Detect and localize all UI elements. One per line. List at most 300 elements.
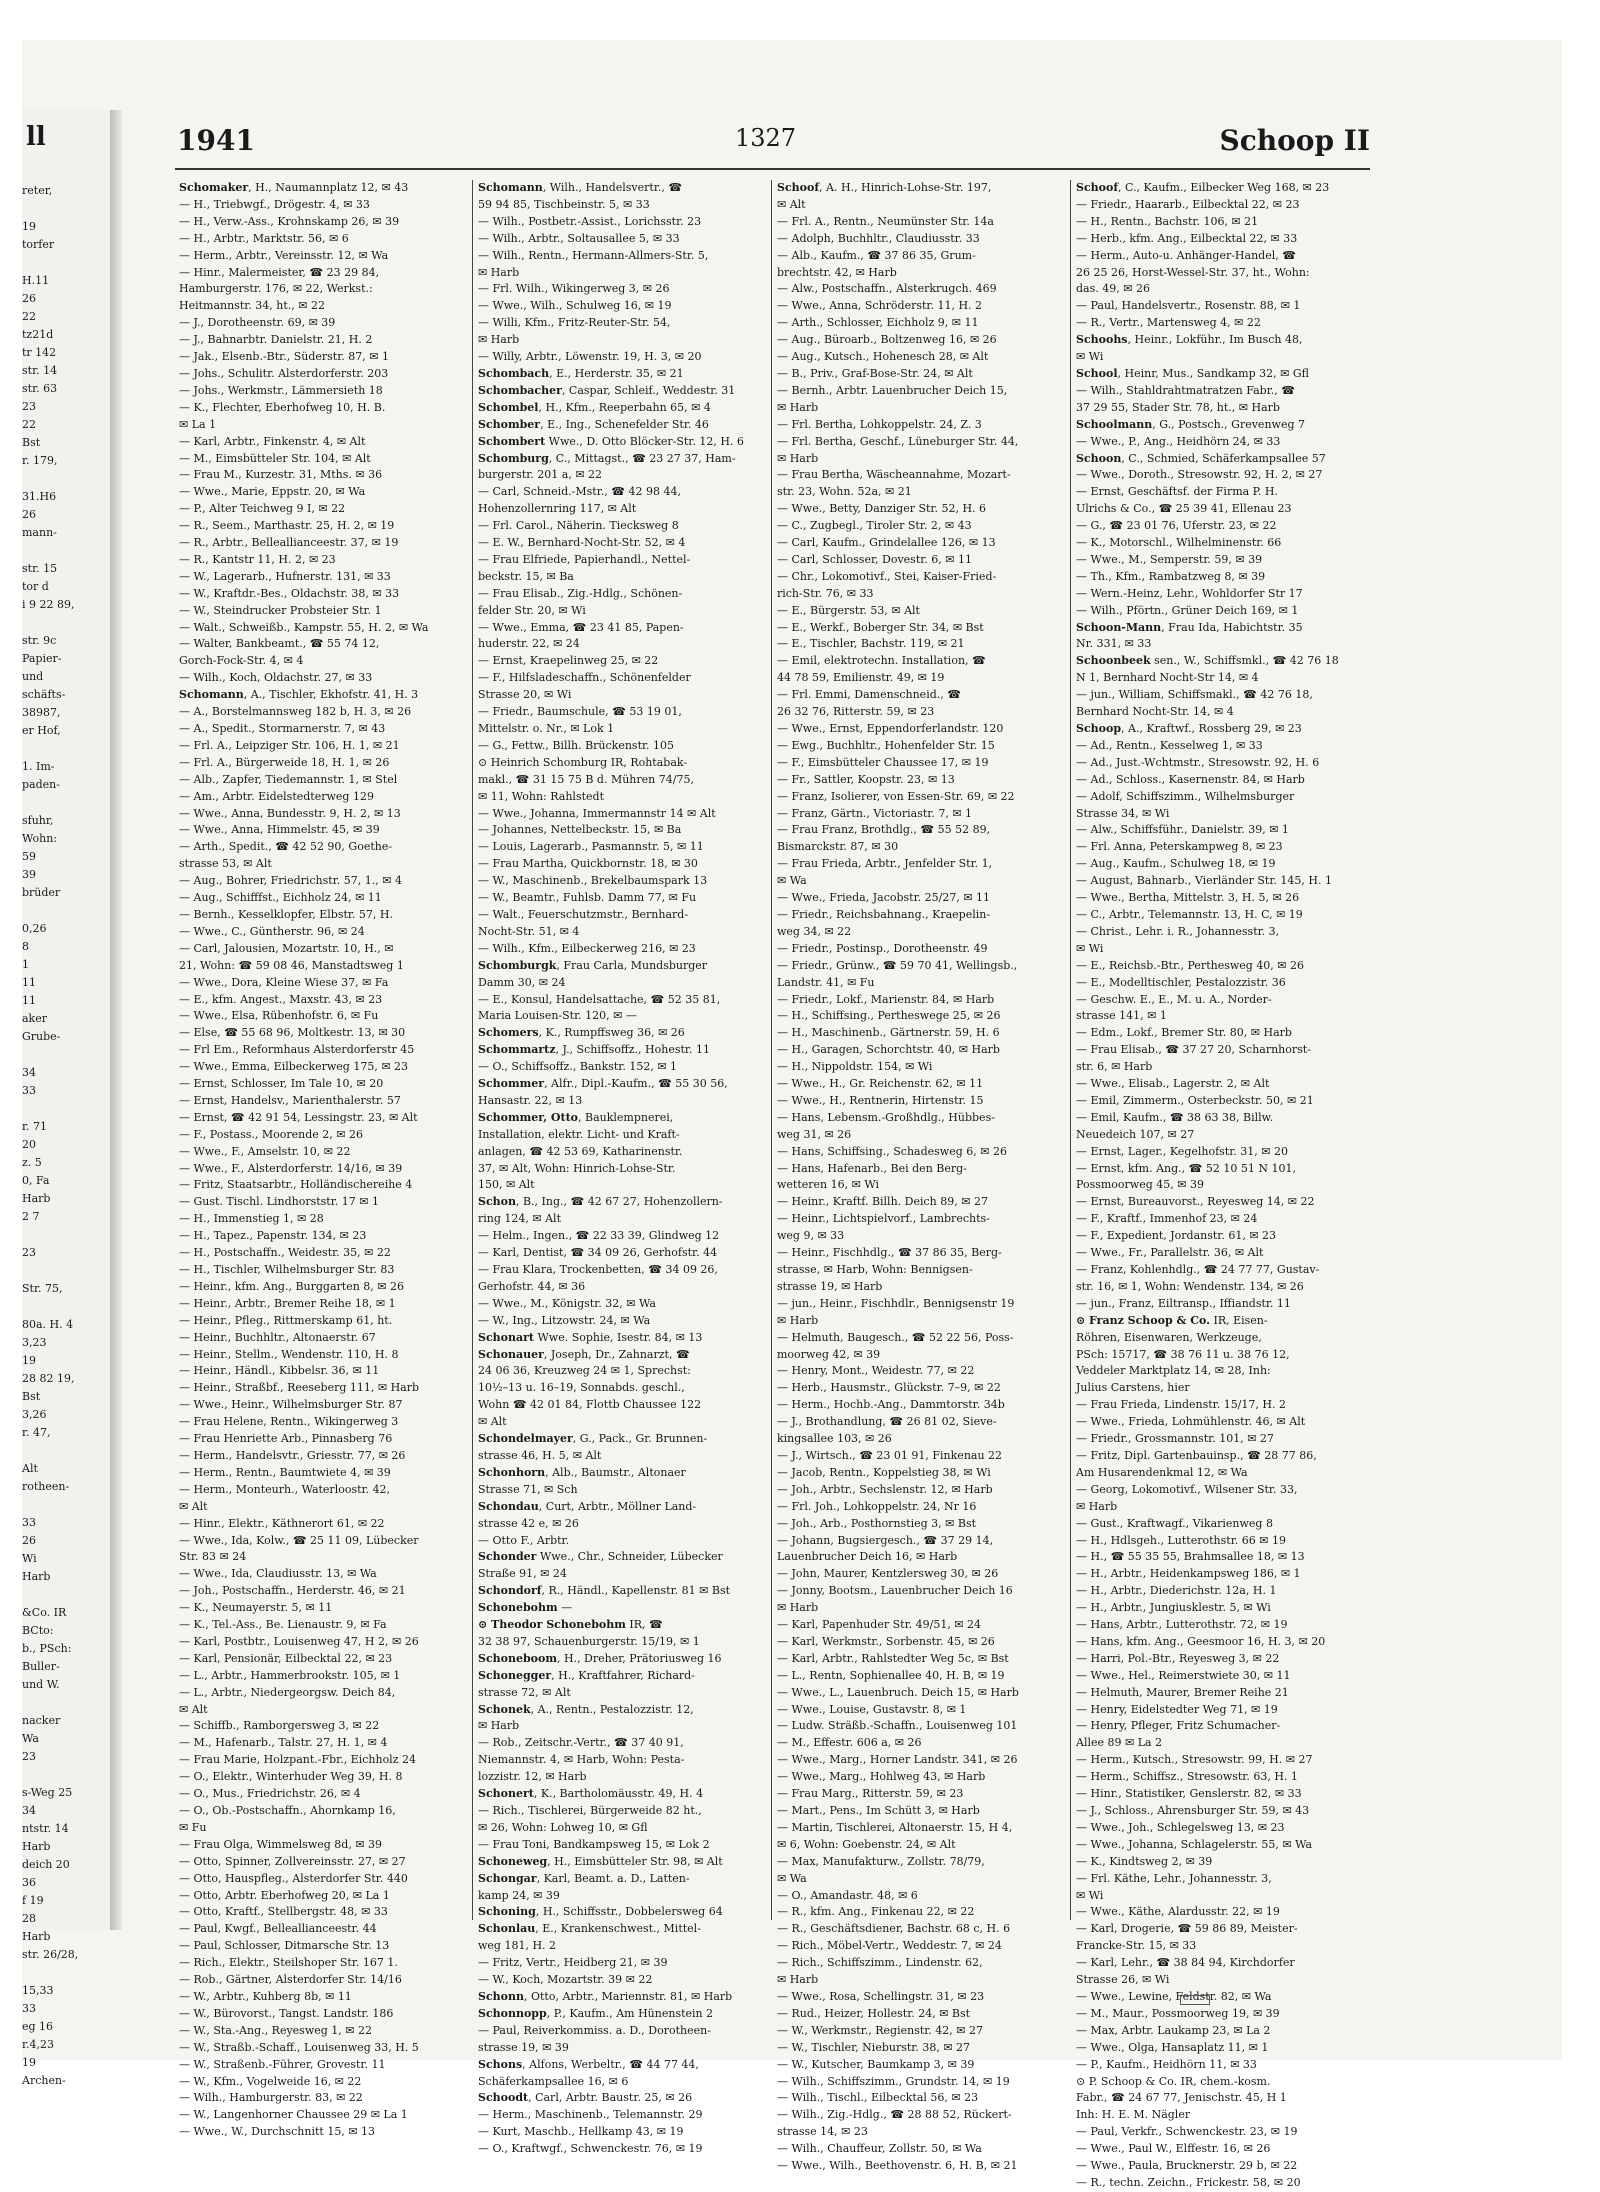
entry-text: — Herm., Monteurh., Waterloostr. 42,	[179, 1482, 391, 1496]
edge-text-line: tz21d	[22, 328, 54, 341]
directory-entry	[179, 1583, 468, 1600]
directory-entry	[478, 839, 767, 856]
directory-entry	[1076, 856, 1366, 873]
entry-surname: Schons	[478, 2057, 523, 2071]
edge-text-line: r. 71	[22, 1120, 48, 1133]
edge-text-line	[22, 1586, 110, 1604]
entry-text: , A. H., Hinrich-Lohse-Str. 197,	[819, 181, 992, 194]
directory-entry	[179, 586, 468, 603]
edge-text-line: 22	[22, 310, 36, 323]
entry-surname: Schoon	[1076, 451, 1122, 465]
directory-entry	[777, 1854, 1066, 1871]
directory-entry	[478, 1904, 767, 1921]
entry-text: — E., Modelltischler, Pestalozzistr. 36	[1076, 975, 1286, 989]
directory-entry	[478, 822, 767, 839]
edge-text-line: &Co. IR	[22, 1606, 67, 1619]
directory-entry	[777, 1093, 1066, 1110]
directory-entry	[1076, 1313, 1366, 1330]
directory-entry	[179, 1516, 468, 1533]
entry-text: — Carl, Schlosser, Dovestr. 6, ✉ 11	[777, 552, 972, 566]
entry-text: , Curt, Arbtr., Möllner Land-	[538, 1499, 697, 1513]
directory-entry	[1076, 467, 1366, 484]
entry-text: — Wwe., Doroth., Stresowstr. 92, H. 2, ✉ 27	[1076, 468, 1323, 482]
previous-page-text-fragments	[22, 182, 110, 2090]
entry-text: — W., Arbtr., Kuhberg 8b, ✉ 11	[179, 1989, 352, 2003]
directory-entry	[478, 1769, 767, 1786]
directory-entry	[179, 332, 468, 349]
entry-text: — K., Kindtsweg 2, ✉ 39	[1076, 1854, 1213, 1868]
directory-entry	[179, 2090, 468, 2107]
directory-entry	[1076, 281, 1366, 298]
directory-entry	[478, 653, 767, 670]
directory-entry	[1076, 603, 1366, 620]
entry-text: , Frau Carla, Mundsburger	[556, 958, 708, 972]
entry-surname: Schombert	[478, 434, 546, 448]
entry-text: , K., Rumpffsweg 36, ✉ 26	[538, 1026, 685, 1040]
directory-entry	[1076, 1735, 1366, 1752]
entry-surname: Schoning	[478, 1905, 536, 1919]
entry-text: — Frau Franz, Brothdlg., ☎ 55 52 89,	[777, 823, 991, 837]
directory-entry	[777, 1177, 1066, 1194]
entry-text: — Wwe., M., Semperstr. 59, ✉ 39	[1076, 552, 1263, 566]
directory-entry	[1076, 1972, 1366, 1989]
entry-text: — Heinr., Fischhdlg., ☎ 37 86 35, Berg-	[777, 1246, 1002, 1260]
entry-text: , Alfr., Dipl.-Kaufm., ☎ 55 30 56,	[544, 1077, 728, 1091]
entry-text: weg 181, H. 2	[478, 1939, 557, 1953]
directory-entry	[777, 958, 1066, 975]
entry-text: , Wilh., Handelsvertr., ☎	[542, 181, 683, 194]
directory-entry	[179, 822, 468, 839]
entry-text: kamp 24, ✉ 39	[478, 1888, 560, 1902]
edge-text-line: 8	[22, 940, 29, 953]
entry-text: — J., Wirtsch., ☎ 23 01 91, Finkenau 22	[777, 1448, 1003, 1462]
directory-entry	[777, 1533, 1066, 1550]
entry-text: — Wwe., F., Alsterdorferstr. 14/16, ✉ 39	[179, 1161, 403, 1175]
directory-entry	[777, 400, 1066, 417]
directory-entry	[478, 1110, 767, 1127]
entry-text: , A., Rentn., Pestalozzistr. 12,	[530, 1702, 694, 1716]
entry-text: weg 34, ✉ 22	[777, 924, 852, 938]
entry-text: — Friedr., Reichsbahnang., Kraepelin-	[777, 907, 991, 921]
book-gutter-shadow	[110, 110, 122, 1930]
directory-entry	[478, 434, 767, 451]
directory-entry	[478, 1076, 767, 1093]
directory-entry	[179, 1482, 468, 1499]
entry-text: — E., Reichsb.-Btr., Perthesweg 40, ✉ 26	[1076, 958, 1305, 972]
entry-text: — Franz, Kohlenhdlg., ☎ 24 77 77, Gustav-	[1076, 1263, 1320, 1276]
directory-entry	[777, 1769, 1066, 1786]
entry-text: — Hinr., Elektr., Käthnerort 61, ✉ 22	[179, 1516, 385, 1530]
column-4	[1072, 180, 1370, 2189]
directory-entry	[179, 1313, 468, 1330]
directory-entry	[179, 265, 468, 282]
entry-text: — Frau Frieda, Arbtr., Jenfelder Str. 1,	[777, 857, 993, 871]
entry-text: , Alfons, Werbeltr., ☎ 44 77 44,	[522, 2057, 699, 2071]
entry-text: ring 124, ✉ Alt	[478, 1212, 561, 1226]
entry-text: — Wilh., Stahldrahtmatratzen Fabr., ☎	[1076, 383, 1295, 397]
directory-entry	[777, 2023, 1066, 2040]
entry-text: — Frau Henriette Arb., Pinnasberg 76	[179, 1432, 393, 1446]
directory-entry	[1076, 451, 1366, 468]
directory-entry	[179, 1600, 468, 1617]
entry-text: strasse 53, ✉ Alt	[179, 857, 272, 871]
entry-text: ✉ Alt	[478, 1415, 507, 1429]
directory-entry	[1076, 1279, 1366, 1296]
directory-entry	[777, 1194, 1066, 1211]
directory-entry	[777, 1499, 1066, 1516]
directory-entry	[1076, 332, 1366, 349]
entry-text: — Gust., Kraftwagf., Vikarienweg 8	[1076, 1516, 1273, 1530]
directory-entry	[179, 620, 468, 637]
edge-text-line: str. 26/28,	[22, 1948, 79, 1961]
directory-entry	[179, 1194, 468, 1211]
directory-entry	[478, 2124, 767, 2141]
entry-text: — Frl. Emmi, Damenschneid., ☎	[777, 688, 961, 702]
entry-text: ✉ Alt	[777, 197, 806, 211]
edge-text-line: 31.H6	[22, 490, 57, 503]
entry-text: Wwe., Chr., Schneider, Lübecker	[536, 1550, 723, 1564]
directory-entry	[1076, 1955, 1366, 1972]
page-number: 1327	[735, 124, 797, 152]
directory-entry	[179, 2107, 468, 2124]
entry-text: — Karl, Arbtr., Rahlstedter Weg 5c, ✉ Bst	[777, 1651, 1009, 1665]
entry-text: — Ernst, Schlosser, Im Tale 10, ✉ 20	[179, 1077, 384, 1091]
directory-entry	[478, 1718, 767, 1735]
entry-text: — Alb., Kaufm., ☎ 37 86 35, Grum-	[777, 248, 976, 262]
entry-text: — Heinr., Händl., Kibbelsr. 36, ✉ 11	[179, 1364, 380, 1378]
directory-entry	[179, 197, 468, 214]
edge-text-line: z. 5	[22, 1156, 42, 1169]
directory-entry	[777, 907, 1066, 924]
entry-text: — Frl. A., Rentn., Neumünster Str. 14a	[777, 214, 994, 228]
directory-entry	[179, 704, 468, 721]
directory-entry	[777, 1008, 1066, 1025]
directory-entry	[478, 1482, 767, 1499]
directory-entry	[179, 670, 468, 687]
directory-entry	[1076, 1888, 1366, 1905]
directory-entry	[478, 400, 767, 417]
directory-entry	[478, 1042, 767, 1059]
entry-text: — H., ☎ 55 35 55, Brahmsallee 18, ✉ 13	[1076, 1550, 1305, 1564]
entry-text: — P., Alter Teichweg 9 I, ✉ 22	[179, 502, 346, 516]
entry-text: — Wwe., Anna, Bundesstr. 9, H. 2, ✉ 13	[179, 806, 401, 820]
directory-entry	[478, 1888, 767, 1905]
directory-entry	[777, 1482, 1066, 1499]
entry-text: — O., Schiffsoffz., Bankstr. 152, ✉ 1	[478, 1060, 678, 1074]
directory-entry	[478, 907, 767, 924]
entry-text: burgerstr. 201 a, ✉ 22	[478, 468, 603, 482]
entry-text: Strasse 71, ✉ Sch	[478, 1482, 578, 1496]
entry-text: ✉ Harb	[777, 1973, 819, 1987]
entry-text: Veddeler Marktplatz 14, ✉ 28, Inh:	[1076, 1364, 1271, 1378]
entry-text: — Paul, Reiverkommiss. a. D., Dorotheen-	[478, 2023, 711, 2037]
directory-entry	[478, 924, 767, 941]
directory-entry	[777, 2141, 1066, 2158]
entry-text: — W., Bürovorst., Tangst. Landstr. 186	[179, 2006, 394, 2020]
entry-text: — Friedr., Grossmannstr. 101, ✉ 27	[1076, 1432, 1274, 1446]
edge-text-line: 20	[22, 1138, 36, 1151]
entry-text: — Carl, Schneid.-Mstr., ☎ 42 98 44,	[478, 485, 681, 499]
entry-text: ✉ Harb	[777, 400, 819, 414]
entry-surname: Schonlau	[478, 1922, 536, 1936]
directory-entry	[1076, 417, 1366, 434]
directory-entry	[777, 1465, 1066, 1482]
directory-entry	[179, 1363, 468, 1380]
entry-text: — Wilh., Chauffeur, Zollstr. 50, ✉ Wa	[777, 2142, 982, 2156]
entry-text: — Alw., Postschaffn., Alsterkrugch. 469	[777, 282, 997, 296]
entry-text: Wwe., D. Otto Blöcker-Str. 12, H. 6	[545, 434, 744, 448]
directory-entry	[777, 1076, 1066, 1093]
entry-text: ⊙ P. Schoop & Co. IR, chem.-kosm.	[1076, 2074, 1271, 2088]
directory-entry	[478, 552, 767, 569]
directory-entry	[478, 2023, 767, 2040]
directory-entry	[1076, 1211, 1366, 1228]
entry-text: ✉ Harb	[777, 1601, 819, 1615]
entry-text: — J., Dorotheenstr. 69, ✉ 39	[179, 316, 336, 330]
directory-entry	[179, 1702, 468, 1719]
directory-entry	[179, 687, 468, 704]
directory-entry	[478, 1549, 767, 1566]
directory-entry	[777, 451, 1066, 468]
edge-text-line: Archen-	[22, 2074, 66, 2087]
directory-entry	[777, 941, 1066, 958]
directory-entry	[179, 789, 468, 806]
entry-text: strasse 14, ✉ 23	[777, 2125, 868, 2139]
entry-text: — Otto, Hauspfleg., Alsterdorfer Str. 440	[179, 1871, 408, 1885]
edge-text-line: Bst	[22, 436, 41, 449]
edge-text-line: 34	[22, 1066, 36, 1079]
entry-text: ✉ Fu	[179, 1820, 207, 1834]
previous-page-edge	[22, 110, 111, 2087]
entry-text: — Mart., Pens., Im Schütt 3, ✉ Harb	[777, 1804, 980, 1817]
entry-surname: Schondau	[478, 1499, 539, 1513]
entry-text: — Ernst, Handelsv., Marienthalerstr. 57	[179, 1093, 401, 1107]
entry-text: — Wwe., Paul W., Elffestr. 16, ✉ 26	[1076, 2142, 1271, 2156]
entry-text: — Arth., Spedit., ☎ 42 52 90, Goethe-	[179, 840, 393, 854]
directory-entry	[478, 687, 767, 704]
edge-text-line: Alt	[22, 1462, 38, 1475]
directory-entry	[478, 1871, 767, 1888]
directory-entry	[777, 1110, 1066, 1127]
directory-entry	[1076, 1245, 1366, 1262]
entry-text: — Wwe., Anna, Himmelstr. 45, ✉ 39	[179, 823, 380, 837]
entry-surname: Schonert	[478, 1787, 534, 1801]
entry-text: — Wwe., Johanna, Immermannstr 14 ✉ Alt	[478, 806, 716, 820]
entry-text: — Wwe., M., Königstr. 32, ✉ Wa	[478, 1296, 656, 1310]
entry-text: , J., Schiffsoffz., Hohestr. 11	[555, 1043, 710, 1057]
directory-entry	[1076, 1921, 1366, 1938]
directory-entry	[777, 298, 1066, 315]
directory-entry	[1076, 1685, 1366, 1702]
directory-entry	[1076, 1600, 1366, 1617]
entry-text: — Frl. Wilh., Wikingerweg 3, ✉ 26	[478, 282, 670, 296]
directory-entry	[1076, 2074, 1366, 2091]
directory-entry	[1076, 1330, 1366, 1347]
directory-entry	[1076, 586, 1366, 603]
entry-text: Straße 91, ✉ 24	[478, 1567, 567, 1581]
directory-entry	[478, 1431, 767, 1448]
entry-text: — O., Kraftwgf., Schwenckestr. 76, ✉ 19	[478, 2142, 703, 2156]
entry-text: 26 25 26, Horst-Wessel-Str. 37, ht., Wohn:	[1076, 265, 1310, 279]
entry-text: — Wilh., Zig.-Hdlg., ☎ 28 88 52, Rückert-	[777, 2108, 1012, 2122]
directory-entry	[478, 349, 767, 366]
entry-text: — Hans, Arbtr., Lutterothstr. 72, ✉ 19	[1076, 1618, 1288, 1632]
directory-entry	[777, 1042, 1066, 1059]
directory-entry	[777, 839, 1066, 856]
directory-entry	[777, 1059, 1066, 1076]
directory-entry	[777, 2090, 1066, 2107]
directory-entry	[179, 1025, 468, 1042]
directory-entry	[1076, 1617, 1366, 1634]
entry-text: brechtstr. 42, ✉ Harb	[777, 265, 897, 279]
edge-text-line: tr 142	[22, 346, 57, 359]
directory-entry	[1076, 2057, 1366, 2074]
entry-text: — Frl. A., Bürgerweide 18, H. 1, ✉ 26	[179, 755, 390, 769]
entry-text: Bismarckstr. 87, ✉ 30	[777, 840, 899, 854]
directory-entry	[777, 1313, 1066, 1330]
directory-entry	[1076, 214, 1366, 231]
entry-text: — Heinr., Lichtspielvorf., Lambrechts-	[777, 1212, 990, 1226]
entry-text: — Heinr., Kraftf. Billh. Deich 89, ✉ 27	[777, 1195, 988, 1209]
directory-entry	[179, 738, 468, 755]
directory-entry	[1076, 1363, 1366, 1380]
directory-entry	[777, 484, 1066, 501]
directory-entry	[478, 1211, 767, 1228]
entry-text: — Henry, Mont., Weidestr. 77, ✉ 22	[777, 1364, 975, 1378]
entry-text: — Wilh., Rentn., Hermann-Allmers-Str. 5,	[478, 248, 709, 262]
edge-text-line: 33	[22, 1084, 36, 1097]
directory-entry	[777, 1431, 1066, 1448]
directory-entry	[777, 1718, 1066, 1735]
scan-marker	[1180, 1995, 1210, 2005]
entry-text: ✉ Harb	[777, 451, 819, 465]
edge-text-line	[22, 470, 110, 488]
entry-text: — Karl, Arbtr., Finkenstr. 4, ✉ Alt	[179, 434, 366, 448]
edge-text-line: H.11	[22, 274, 50, 287]
directory-entry	[478, 1617, 767, 1634]
entry-text: — E., Werkf., Boberger Str. 34, ✉ Bst	[777, 620, 984, 634]
entry-text: — Karl, Postbtr., Louisenweg 47, H 2, ✉ 26	[179, 1634, 419, 1648]
directory-entry	[1076, 1380, 1366, 1397]
entry-text: ✉ 6, Wohn: Goebenstr. 24, ✉ Alt	[777, 1837, 956, 1851]
directory-entry	[1076, 2023, 1366, 2040]
directory-entry	[179, 1854, 468, 1871]
entry-text: — Adolph, Buchhltr., Claudiusstr. 33	[777, 231, 980, 245]
entry-text: — Th., Kfm., Rambatzweg 8, ✉ 39	[1076, 569, 1266, 583]
edge-text-line: 33	[22, 1516, 36, 1529]
directory-entry	[1076, 1008, 1366, 1025]
directory-entry	[478, 1194, 767, 1211]
edge-text-line: Wa	[22, 1732, 39, 1745]
entry-text: — Hans, Hafenarb., Bei den Berg-	[777, 1161, 967, 1175]
edge-text-line: 26	[22, 508, 36, 521]
entry-text: ✉ Harb	[478, 265, 520, 279]
directory-entry	[179, 484, 468, 501]
entry-surname: Schoneboom	[478, 1651, 557, 1665]
entry-text: — Willy, Arbtr., Löwenstr. 19, H. 3, ✉ 20	[478, 350, 702, 364]
entry-text: PSch: 15717, ☎ 38 76 11 u. 38 76 12,	[1076, 1347, 1290, 1361]
entry-text: — Wwe., Frieda, Jacobstr. 25/27, ✉ 11	[777, 891, 991, 905]
entry-text: — Martin, Tischlerei, Altonaerstr. 15, H 4,	[777, 1820, 1013, 1834]
entry-text: — Rich., Möbel-Vertr., Weddestr. 7, ✉ 24	[777, 1939, 1002, 1953]
edge-text-line: 38987,	[22, 706, 61, 719]
entry-text: — Karl, Pensionär, Eilbecktal 22, ✉ 23	[179, 1651, 393, 1665]
directory-entry	[179, 1668, 468, 1685]
edge-text-line: 28 82 19,	[22, 1372, 75, 1385]
directory-entry	[179, 2074, 468, 2091]
entry-text: Ulrichs & Co., ☎ 25 39 41, Ellenau 23	[1076, 502, 1292, 516]
entry-text: — Fritz, Staatsarbtr., Holländischereihe 4	[179, 1178, 413, 1192]
entry-text: — Frau Olga, Wimmelsweg 8d, ✉ 39	[179, 1837, 383, 1851]
entry-text: — Wilh., Kfm., Eilbeckerweg 216, ✉ 23	[478, 941, 696, 955]
directory-entry	[1076, 315, 1366, 332]
entry-text: — Heinr., Stellm., Wendenstr. 110, H. 8	[179, 1347, 399, 1361]
directory-entry	[478, 789, 767, 806]
directory-entry	[179, 603, 468, 620]
entry-text: , K., Bartholomäusstr. 49, H. 4	[533, 1787, 704, 1801]
entry-text: — Wwe., Louise, Gustavstr. 8, ✉ 1	[777, 1702, 967, 1716]
entry-text: , H., Dreher, Prätoriusweg 16	[556, 1651, 722, 1665]
entry-text: — O., Mus., Friedrichstr. 26, ✉ 4	[179, 1787, 361, 1801]
directory-entry	[478, 518, 767, 535]
directory-entry	[1076, 2107, 1366, 2124]
entry-text: — O., Ob.-Postschaffn., Ahornkamp 16,	[179, 1804, 396, 1817]
entry-text: strasse 141, ✉ 1	[1076, 1009, 1167, 1023]
directory-entry	[478, 1803, 767, 1820]
directory-entry	[179, 1820, 468, 1837]
entry-text: — Wwe., Hel., Reimerstwiete 30, ✉ 11	[1076, 1668, 1291, 1682]
directory-entry	[478, 1347, 767, 1364]
entry-text: — Ad., Just.-Wchtmstr., Stresowstr. 92, H. 6	[1076, 755, 1320, 769]
directory-entry	[179, 467, 468, 484]
directory-entry	[179, 1414, 468, 1431]
directory-entry	[777, 1211, 1066, 1228]
entry-text: — Frl. A., Leipziger Str. 106, H. 1, ✉ 21	[179, 738, 400, 752]
directory-entry	[478, 2141, 767, 2158]
directory-entry	[179, 2023, 468, 2040]
entry-text: Neuedeich 107, ✉ 27	[1076, 1127, 1195, 1141]
entry-text: — R., Vertr., Martensweg 4, ✉ 22	[1076, 316, 1261, 330]
entry-text: — Hans, Schiffsing., Schadesweg 6, ✉ 26	[777, 1144, 1007, 1158]
directory-entry	[1076, 721, 1366, 738]
directory-entry	[179, 1110, 468, 1127]
entry-text: Nocht-Str. 51, ✉ 4	[478, 924, 580, 938]
entry-text: Francke-Str. 15, ✉ 33	[1076, 1939, 1197, 1953]
entry-text: — F., Hilfsladeschaffn., Schönenfelder	[478, 671, 691, 685]
directory-entry	[1076, 1397, 1366, 1414]
edge-text-line: Wohn:	[22, 832, 58, 845]
directory-entry	[179, 1972, 468, 1989]
directory-entry	[1076, 552, 1366, 569]
entry-text: kingsallee 103, ✉ 26	[777, 1432, 892, 1446]
entry-text: — Wwe., H., Gr. Reichenstr. 62, ✉ 11	[777, 1077, 984, 1091]
edge-text-line: Str. 75,	[22, 1282, 63, 1295]
directory-entry	[777, 2107, 1066, 2124]
directory-entry	[478, 704, 767, 721]
entry-text: — Wwe., Emma, Eilbeckerweg 175, ✉ 23	[179, 1060, 409, 1074]
directory-entry	[1076, 636, 1366, 653]
entry-text: , Carl, Arbtr. Baustr. 25, ✉ 26	[528, 2091, 693, 2105]
directory-entry	[777, 197, 1066, 214]
entry-text: — Fr., Sattler, Koopstr. 23, ✉ 13	[777, 772, 955, 786]
directory-entry	[179, 1871, 468, 1888]
directory-entry	[478, 248, 767, 265]
entry-text: — Alw., Schiffsführ., Danielstr. 39, ✉ 1	[1076, 823, 1289, 837]
directory-entry	[777, 1786, 1066, 1803]
directory-entry	[478, 1144, 767, 1161]
directory-entry	[478, 856, 767, 873]
entry-text: — Frl. Joh., Lohkoppelstr. 24, Nr 16	[777, 1499, 977, 1513]
